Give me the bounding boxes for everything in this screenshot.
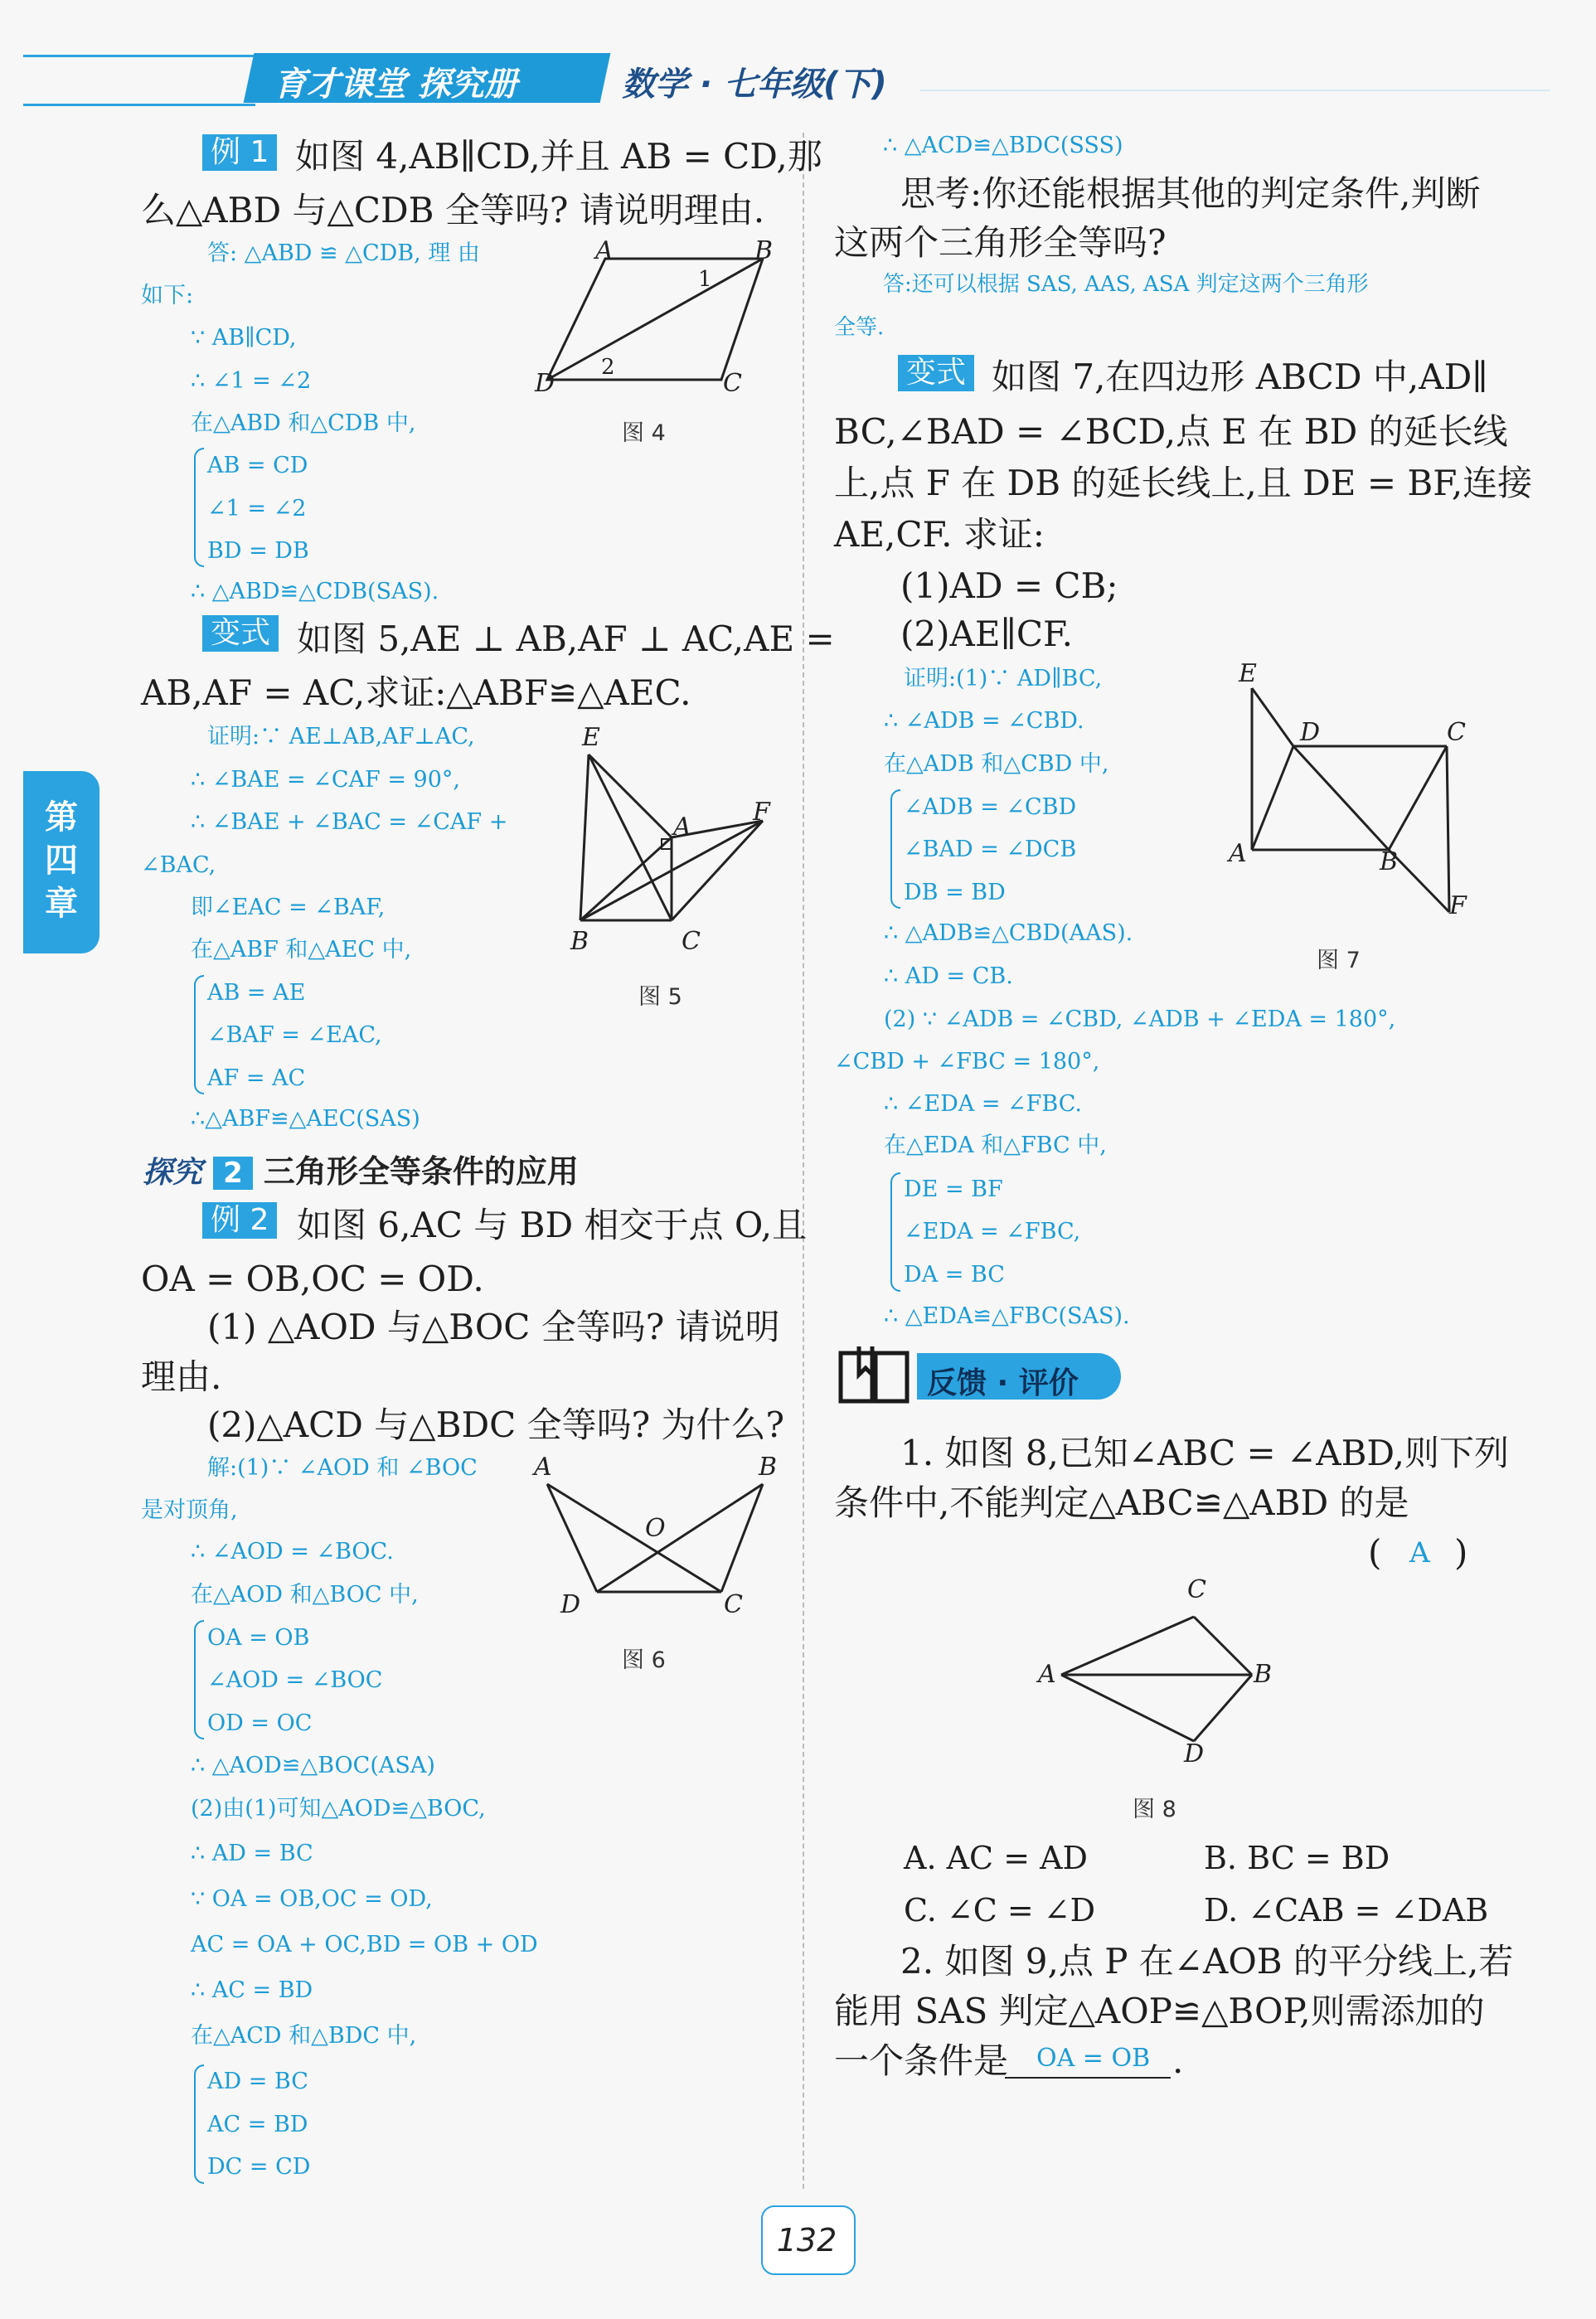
- fig6-label-B: B: [759, 1453, 778, 1482]
- variation1-answer-line: ∠BAF = ∠EAC,: [207, 1022, 382, 1048]
- fig7-label-C: C: [1447, 718, 1466, 747]
- variation2-question-line1: 如图 7,在四边形 ABCD 中,AD∥: [992, 357, 1488, 397]
- fig8-label-C: C: [1187, 1575, 1206, 1604]
- problem2-answer-blank: [1005, 2077, 1171, 2079]
- example1-answer-line: 答: △ABD ≌ △CDB, 理 由: [207, 240, 480, 266]
- example2-answer-line: 在△ACD 和△BDC 中,: [191, 2023, 417, 2049]
- variation2-question-line2: BC,∠BAD = ∠BCD,点 E 在 BD 的延长线: [834, 411, 1508, 452]
- example2-answer-line: ∵ OA = OB,OC = OD,: [191, 1886, 433, 1912]
- example1-question-line2: 么△ABD 与△CDB 全等吗? 请说明理由.: [141, 190, 765, 230]
- think-line1: 思考:你还能根据其他的判定条件,判断: [900, 173, 1481, 214]
- variation2-answer-line: (2) ∵ ∠ADB = ∠CBD, ∠ADB + ∠EDA = 180°,: [884, 1007, 1396, 1032]
- variation1-answer-line: AF = AC: [207, 1065, 306, 1091]
- problem2-line3: 一个条件是: [834, 2040, 1009, 2081]
- variation2-answer-line: 在△ADB 和△CBD 中,: [884, 751, 1109, 777]
- fig5-label-C: C: [682, 927, 701, 956]
- fig5-label-B: B: [570, 927, 589, 956]
- example2-tag: 例 2: [202, 1202, 277, 1239]
- fig5-label-A: A: [673, 813, 691, 842]
- example1-brace: [194, 448, 204, 567]
- fig5-label-F: F: [753, 798, 770, 827]
- fig4-angle-1: 1: [698, 267, 712, 292]
- example2-answer-line: DC = CD: [207, 2154, 311, 2180]
- example2-answer-line: 解:(1)∵ ∠AOD 和 ∠BOC: [207, 1455, 478, 1481]
- variation1-answer-line: 证明:∵ AE⊥AB,AF⊥AC,: [207, 724, 475, 750]
- variation2-answer-line: ∴ ∠ADB = ∠CBD.: [884, 708, 1084, 734]
- example2-answer-line: (2)由(1)可知△AOD≌△BOC,: [191, 1796, 486, 1822]
- variation2-answer-line: ∠ADB = ∠CBD: [904, 794, 1077, 820]
- column-divider: [803, 133, 804, 2189]
- example2-question-line3: (1) △AOD 与△BOC 全等吗? 请说明: [207, 1307, 780, 1347]
- example1-answer-line: 如下:: [141, 283, 194, 308]
- fig6-label-D: D: [560, 1590, 581, 1619]
- example2-question-line2: OA = OB,OC = OD.: [141, 1259, 484, 1299]
- explore2-heading: [143, 1146, 579, 1190]
- fig8-label-D: D: [1184, 1739, 1205, 1768]
- variation2-question-line3: 上,点 F 在 DB 的延长线上,且 DE = BF,连接: [834, 463, 1533, 503]
- header-subject: 数学 · 七年级(下): [622, 65, 887, 104]
- example2-answer-line: OD = OC: [207, 1710, 313, 1736]
- think-answer-line1: 答:还可以根据 SAS, AAS, ASA 判定这两个三角形: [883, 272, 1369, 297]
- example1-answer-line: ∵ AB∥CD,: [191, 325, 297, 351]
- example2-answer-line: 是对顶角,: [141, 1497, 238, 1523]
- variation1-question-line2: AB,AF = AC,求证:△ABF≌△AEC.: [141, 672, 691, 713]
- example2-answer-line: ∴ AC = BD: [191, 1977, 313, 2003]
- variation2-question-line6: (2)AE∥CF.: [900, 614, 1073, 654]
- figure-4-diagonal: [547, 259, 763, 380]
- variation1-answer-line: ∴ ∠BAE + ∠BAC = ∠CAF +: [191, 809, 508, 835]
- variation1-brace: [194, 975, 204, 1094]
- fig7-label-A: A: [1229, 839, 1247, 868]
- example2-question-line5: (2)△ACD 与△BDC 全等吗? 为什么?: [207, 1404, 784, 1445]
- figure-7: [1227, 672, 1476, 920]
- explore2-tag: 探究: [143, 1156, 203, 1190]
- example1-answer-line: ∴ ∠1 = ∠2: [191, 368, 312, 394]
- variation2-answer-line: ∴ △ADB≌△CBD(AAS).: [884, 920, 1133, 946]
- explore2-number: 2: [213, 1157, 253, 1190]
- fig6-caption: 图 6: [622, 1647, 666, 1673]
- example1-answer-line: ∴ △ABD≌△CDB(SAS).: [191, 579, 439, 604]
- problem2-line2: 能用 SAS 判定△AOP≌△BOP,则需添加的: [834, 1991, 1485, 2031]
- fig4-label-D: D: [535, 369, 555, 398]
- fig7-label-D: D: [1300, 718, 1321, 747]
- variation1-answer-line: ∠BAC,: [141, 852, 216, 878]
- variation2-brace: [890, 789, 900, 909]
- variation2-question-line5: (1)AD = CB;: [900, 565, 1118, 606]
- example2-answer-line: ∠AOD = ∠BOC: [207, 1667, 383, 1693]
- problem1-paren-right: ): [1454, 1532, 1468, 1573]
- header-bar: [0, 48, 1596, 108]
- variation1-question-line1: 如图 5,AE ⊥ AB,AF ⊥ AC,AE =: [297, 619, 835, 659]
- chapter-tab-label: 第四章: [45, 798, 78, 923]
- variation2-answer-line: ∴ ∠EDA = ∠FBC.: [884, 1091, 1083, 1117]
- example2-answer-line: ∴ ∠AOD = ∠BOC.: [191, 1539, 394, 1565]
- variation2-answer-line: ∴ △EDA≌△FBC(SAS).: [884, 1303, 1130, 1329]
- variation2-brace: [890, 1172, 900, 1292]
- problem2-line1: 2. 如图 9,点 P 在∠AOB 的平分线上,若: [900, 1941, 1514, 1982]
- example2-answer-line: ∴ AD = BC: [191, 1841, 313, 1866]
- variation2-answer-line: ∠EDA = ∠FBC,: [904, 1219, 1081, 1244]
- example1-answer-line: ∠1 = ∠2: [207, 496, 307, 522]
- problem2-answer: OA = OB: [1036, 2044, 1151, 2073]
- fig4-label-C: C: [723, 369, 742, 398]
- figure-8: [1045, 1592, 1277, 1758]
- variation1-answer-line: ∴△ABF≌△AEC(SAS): [191, 1106, 420, 1132]
- variation1-answer-line: 即∠EAC = ∠BAF,: [191, 895, 386, 920]
- example2-question-line4: 理由.: [141, 1356, 222, 1397]
- variation1-answer-line: AB = AE: [207, 980, 306, 1006]
- header-lines: [23, 55, 255, 106]
- variation2-question-line4: AE,CF. 求证:: [834, 514, 1045, 555]
- fig4-caption: 图 4: [622, 420, 666, 446]
- header-brand-text: 育才课堂 探究册: [274, 65, 517, 104]
- think-answer-line2: 全等.: [834, 315, 885, 340]
- variation2-answer-line: DE = BF: [904, 1176, 1003, 1202]
- problem1-line1: 1. 如图 8,已知∠ABC = ∠ABD,则下列: [900, 1433, 1509, 1473]
- variation2-answer-line: ∠BAD = ∠DCB: [904, 837, 1077, 862]
- fig4-label-A: A: [595, 236, 614, 265]
- problem1-option-A: A. AC = AD: [904, 1840, 1089, 1876]
- fig7-caption: 图 7: [1317, 948, 1361, 973]
- problem2-end: .: [1172, 2040, 1184, 2081]
- variation2-answer-line: DB = BD: [904, 880, 1006, 905]
- problem1-option-D: D. ∠CAB = ∠DAB: [1204, 1892, 1489, 1928]
- fig5-caption: 图 5: [638, 984, 682, 1010]
- example2-answer-line: AC = OA + OC,BD = OB + OD: [191, 1932, 538, 1958]
- feedback-title: 反馈 · 评价: [927, 1366, 1079, 1400]
- problem1-option-B: B. BC = BD: [1204, 1840, 1390, 1876]
- feedback-banner: [834, 1341, 1124, 1408]
- fig8-label-A: A: [1038, 1660, 1056, 1689]
- fig4-angle-2: 2: [601, 355, 615, 380]
- variation2-answer-line: DA = BC: [904, 1262, 1005, 1288]
- variation2-answer-line: 在△EDA 和△FBC 中,: [884, 1133, 1107, 1158]
- example2-question-line1: 如图 6,AC 与 BD 相交于点 O,且: [297, 1205, 808, 1245]
- fig7-label-F: F: [1449, 891, 1467, 920]
- variation1-answer-line: ∴ ∠BAE = ∠CAF = 90°,: [191, 767, 460, 793]
- problem1-option-C: C. ∠C = ∠D: [904, 1892, 1096, 1928]
- example2-answer-line: ∴ △AOD≌△BOC(ASA): [191, 1753, 435, 1778]
- header-rule: [920, 90, 1550, 91]
- example1-question-line1: 如图 4,AB∥CD,并且 AB = CD,那: [295, 136, 822, 177]
- example1-answer-line: 在△ABD 和△CDB 中,: [191, 410, 416, 436]
- figure-4: [531, 240, 779, 398]
- fig8-label-B: B: [1254, 1660, 1273, 1689]
- example2-answer-line: AD = BC: [207, 2069, 308, 2094]
- variation2-tag: 变式: [898, 355, 974, 391]
- example1-answer-line: BD = DB: [207, 538, 309, 564]
- fig6-label-C: C: [724, 1590, 743, 1619]
- problem1-line2: 条件中,不能判定△ABC≌△ABD 的是: [834, 1482, 1409, 1523]
- page-number: 132: [776, 2222, 837, 2258]
- example1-answer-line: AB = CD: [207, 453, 308, 478]
- variation1-answer-line: 在△ABF 和△AEC 中,: [191, 937, 412, 963]
- think-line2: 这两个三角形全等吗?: [834, 222, 1167, 263]
- problem1-paren-left: (: [1368, 1532, 1382, 1573]
- variation1-tag: 变式: [202, 615, 279, 652]
- example1-tag: 例 1: [202, 134, 277, 171]
- fig8-caption: 图 8: [1133, 1797, 1176, 1822]
- explore2-title: 三角形全等条件的应用: [263, 1153, 579, 1190]
- example2-answer-line: OA = OB: [207, 1625, 310, 1651]
- variation2-answer-line: ∴ AD = CB.: [884, 963, 1013, 989]
- fig7-label-B: B: [1380, 847, 1399, 876]
- right-answer-line: ∴ △ACD≌△BDC(SSS): [883, 133, 1123, 158]
- problem1-answer: A: [1409, 1536, 1430, 1569]
- example2-answer-line: AC = BD: [207, 2112, 308, 2137]
- example2-answer-line: 在△AOD 和△BOC 中,: [191, 1582, 419, 1608]
- figure-5: [564, 730, 779, 945]
- fig5-label-E: E: [582, 723, 600, 752]
- fig6-label-O: O: [645, 1514, 666, 1543]
- variation2-answer-line: ∠CBD + ∠FBC = 180°,: [834, 1049, 1100, 1075]
- example2-brace: [194, 2064, 204, 2184]
- example2-brace: [194, 1620, 204, 1739]
- book-icon: [834, 1341, 914, 1408]
- fig6-label-A: A: [534, 1453, 552, 1482]
- fig7-label-E: E: [1239, 659, 1257, 688]
- fig4-label-B: B: [754, 236, 774, 265]
- variation2-answer-line: 证明:(1)∵ AD∥BC,: [904, 666, 1103, 691]
